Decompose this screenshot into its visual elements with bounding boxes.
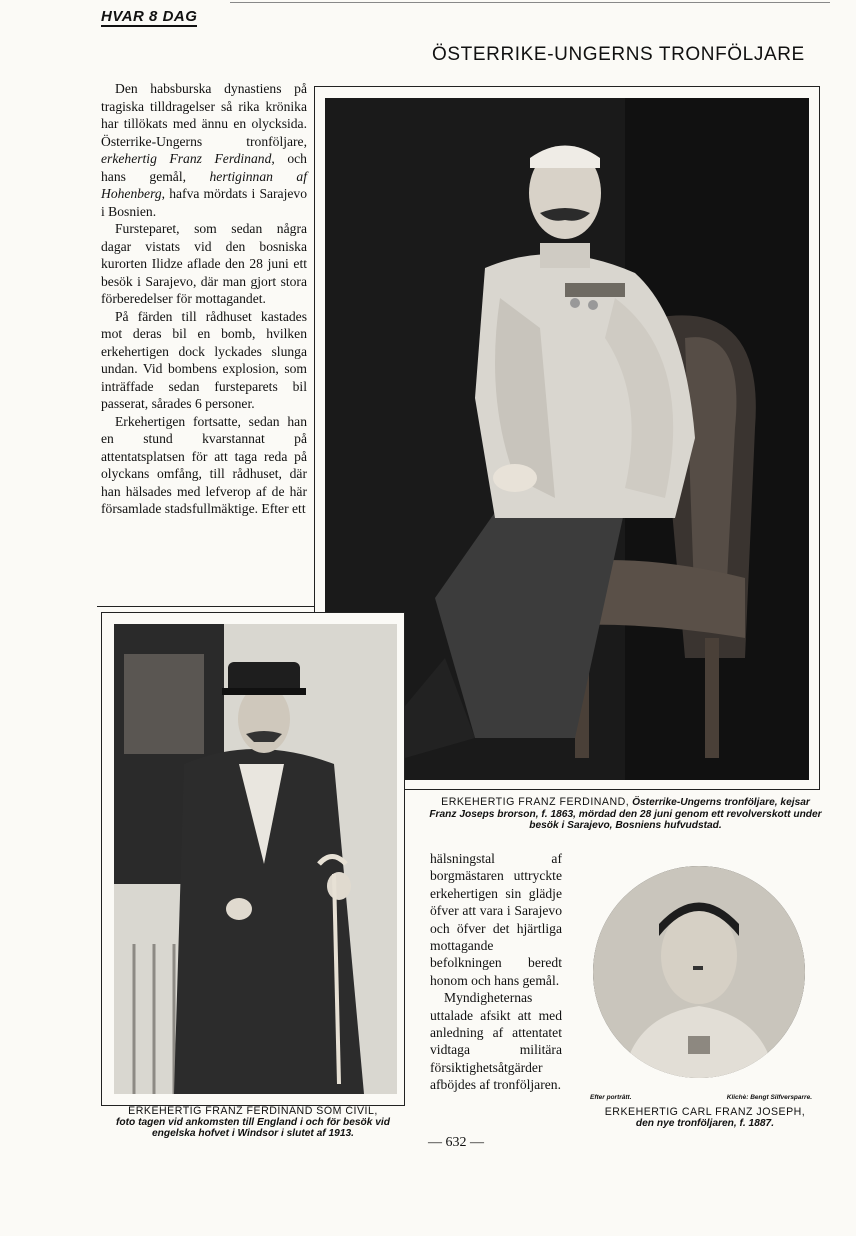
credit-left: Efter porträtt.	[590, 1094, 632, 1101]
main-caption-text: Österrike-Ungerns tronföljare, kejsar Franz Joseps brorson, f. 1863, mördad den 28 juni genom ett revolverskott under besök i Sarajevo, Bosniens hufvudstad.	[429, 797, 822, 831]
paragraph-1: Den habsburska dynastiens på tragiska tilldragelser så rika krönika har tillökats med ännu en olycksida. Österrike-Ungerns tronföljare, erkehertig Franz Ferdinand, och hans gemål, hertiginnan af Hohenberg, hafva mördats i Sarajevo i Bosnien.	[101, 81, 307, 219]
civil-photo	[114, 624, 397, 1094]
paragraph-6: Myndigheternas uttalade afsikt att med anledning af attentatet vidtaga militära försiktighetsåtgärder afböjdes af tronföljaren.	[430, 990, 562, 1093]
paragraph-4: Erkehertigen fortsatte, sedan han en stund kvarstannat på attentatsplatsen för att taga reda på olyckans omfång, till rådhuset, där han hälsades med lefverop af de här församlade stadsfullmäktige. Efter ett	[101, 413, 307, 516]
civil-photo-caption	[101, 1106, 405, 1139]
page-headline: ÖSTERRIKE-UNGERNS TRONFÖLJARE	[432, 44, 805, 65]
main-photo-caption	[428, 797, 823, 832]
successor-caption-text: den nye tronföljaren, f. 1887.	[635, 1118, 775, 1129]
photo-credits	[590, 1094, 812, 1101]
credit-right: Klichè: Bengt Silfversparre.	[726, 1094, 812, 1101]
top-rule	[230, 2, 830, 3]
civil-caption-text: foto tagen vid ankomsten till England i och för besök vid engelska hofvet i Windsor i slutet af 1913.	[116, 1117, 390, 1139]
article-column-2	[430, 850, 562, 1094]
page-number: — 632 —	[428, 1135, 484, 1150]
successor-caption	[580, 1106, 830, 1130]
paragraph-3: På färden till rådhuset kastades mot deras bil en bomb, hvilken erkehertigen dock lyckades slunga undan. Vid bombens explosion, som inträffade sedan fursteparets bil passerat, sårades 6 personer.	[101, 308, 307, 411]
successor-caption-title: ERKEHERTIG CARL FRANZ JOSEPH,	[604, 1106, 806, 1118]
article-column-1	[101, 80, 307, 518]
oval-portrait	[593, 866, 805, 1078]
main-caption-title: ERKEHERTIG FRANZ FERDINAND,	[441, 796, 630, 808]
masthead: HVAR 8 DAG	[101, 8, 198, 25]
paragraph-2: Fursteparet, som sedan några dagar vistats vid den bosniska kurorten Ilidze aflade den 28 juni ett besök i Sarajevo, där man gjort stora förberedelser för mottagandet.	[101, 221, 307, 306]
civil-caption-title: ERKEHERTIG FRANZ FERDINAND SOM CIVIL,	[128, 1105, 378, 1117]
paragraph-5: hälsningstal af borgmästaren uttryckte erkehertigen sin glädje öfver att vara i Sarajevo och öfver det hjärtliga mottagande befolkningen beredt honom och hans gemål.	[430, 851, 562, 988]
